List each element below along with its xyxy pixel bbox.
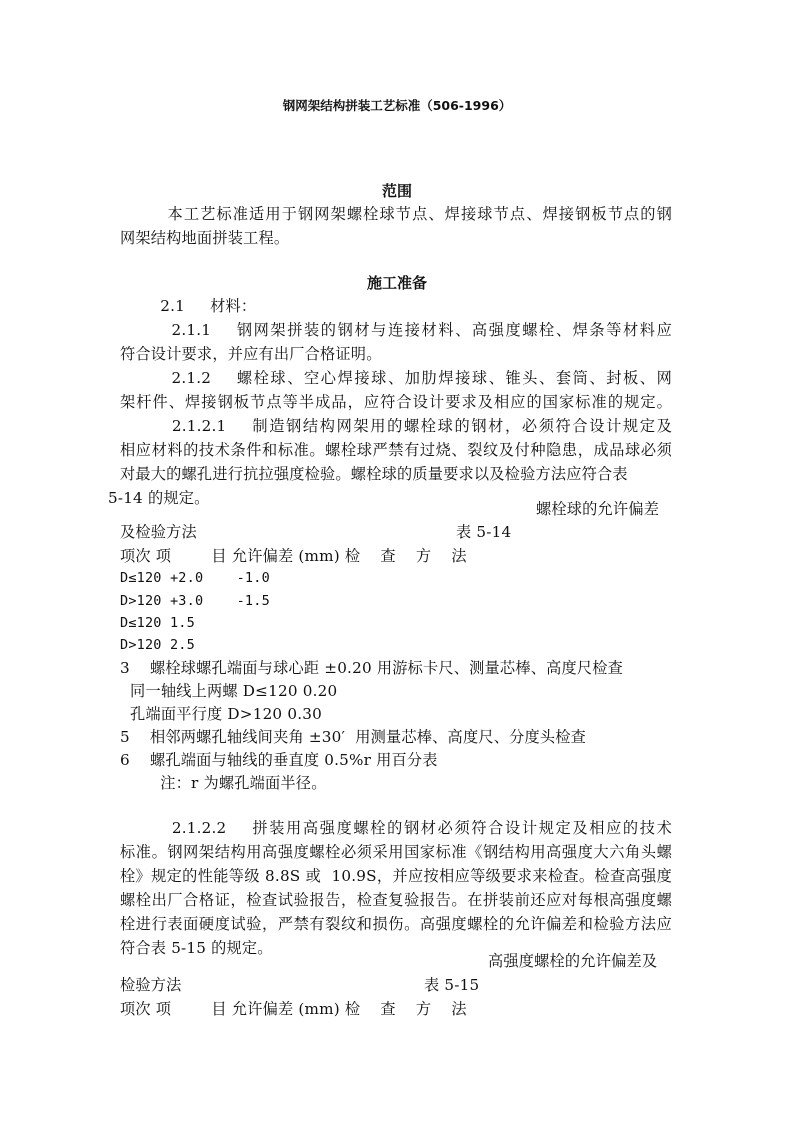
- paragraph-line: 网架结构地面拼装工程。: [120, 229, 290, 247]
- table-row: D≤120 +2.0 -1.0: [120, 570, 270, 586]
- paragraph-line: 螺栓出厂合格证，检查试验报告，检查复验报告。在拼装前还应对每根高强度螺: [120, 891, 672, 909]
- table-number: 表 5-15: [424, 976, 480, 994]
- paragraph-line: 标准。钢网架结构用高强度螺栓必须采用国家标准《钢结构用高强度大六角头螺: [120, 843, 672, 861]
- table-header: 项次 项 目 允许偏差 (mm) 检 查 方 法: [120, 547, 467, 565]
- table-note: 注：r 为螺孔端面半径。: [120, 774, 327, 792]
- table-row: 3 螺栓球螺孔端面与球心距 ±0.20 用游标卡尺、测量芯棒、高度尺检查: [120, 659, 624, 677]
- table-caption: 螺栓球的允许偏差: [536, 500, 660, 518]
- paragraph-line: 栓进行表面硬度试验，严禁有裂纹和损伤。高强度螺栓的允许偏差和检验方法应: [120, 915, 672, 933]
- table-row: 孔端面平行度 D>120 0.30: [120, 705, 322, 723]
- paragraph-line: 2.1.2.1 制造钢结构网架用的螺栓球的钢材，必须符合设计规定及: [120, 417, 672, 435]
- paragraph-line: 符合设计要求，并应有出厂合格证明。: [120, 345, 382, 363]
- paragraph-line: 本工艺标准适用于钢网架螺栓球节点、焊接球节点、焊接钢板节点的钢: [120, 205, 672, 223]
- table-caption: 及检验方法: [120, 523, 197, 541]
- paragraph-line: 2.1 材料：: [120, 297, 257, 315]
- table-row: D>120 +3.0 -1.5: [120, 593, 270, 609]
- document-title: 钢网架结构拼装工艺标准（506-1996）: [282, 98, 512, 113]
- paragraph-line: 符合表 5-15 的规定。: [120, 939, 273, 957]
- table-caption: 高强度螺栓的允许偏差及: [488, 952, 658, 970]
- paragraph-line: 2.1.2.2 拼装用高强度螺栓的钢材必须符合设计规定及相应的技术: [120, 819, 672, 837]
- table-row: D>120 2.5: [120, 637, 195, 653]
- section-heading-preparation: 施工准备: [366, 274, 427, 292]
- table-row: 6 螺孔端面与轴线的垂直度 0.5%r 用百分表: [120, 751, 438, 769]
- section-heading-scope: 范围: [381, 182, 412, 200]
- paragraph-line: 2.1.2 螺栓球、空心焊接球、加肋焊接球、锥头、套筒、封板、网: [120, 369, 672, 387]
- table-row: 同一轴线上两螺 D≤120 0.20: [120, 682, 338, 700]
- paragraph-line: 2.1.1 钢网架拼装的钢材与连接材料、高强度螺栓、焊条等材料应: [120, 321, 672, 339]
- paragraph-line: 栓》规定的性能等级 8.8S 或 10.9S，并应按相应等级要求来检查。检查高强度: [120, 867, 672, 885]
- paragraph-line: 相应材料的技术条件和标准。螺栓球严禁有过烧、裂纹及付种隐患，成品球必须: [120, 441, 672, 459]
- table-header: 项次 项 目 允许偏差 (mm) 检 查 方 法: [120, 1000, 467, 1018]
- paragraph-line: 架杆件、焊接钢板节点等半成品，应符合设计要求及相应的国家标准的规定。: [120, 393, 672, 411]
- table-row: 5 相邻两螺孔轴线间夹角 ±30′ 用测量芯棒、高度尺、分度头检查: [120, 728, 587, 746]
- table-row: D≤120 1.5: [120, 615, 195, 631]
- table-number: 表 5-14: [456, 523, 512, 541]
- table-caption: 检验方法: [120, 976, 182, 994]
- paragraph-line: 对最大的螺孔进行抗拉强度检验。螺栓球的质量要求以及检验方法应符合表: [120, 465, 628, 483]
- paragraph-line: 5-14 的规定。: [108, 489, 210, 507]
